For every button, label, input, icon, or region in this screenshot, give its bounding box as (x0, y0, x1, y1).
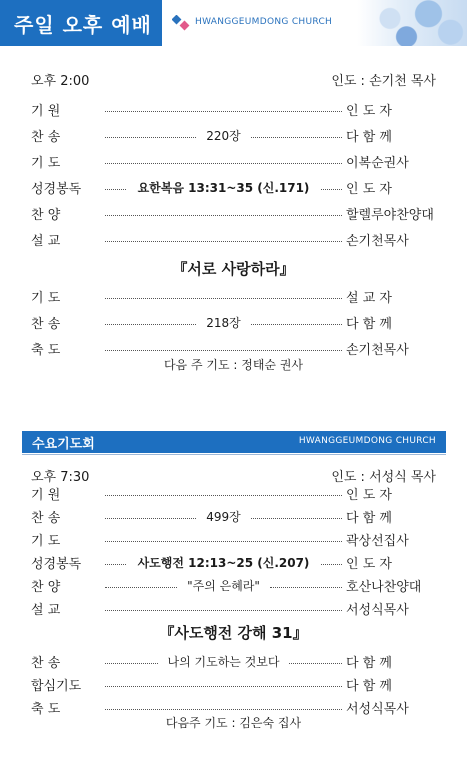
dot-leader (321, 189, 342, 190)
church-name: HWANGGEUMDONG CHURCH (195, 17, 333, 27)
order-label: 찬 양 (31, 207, 61, 223)
service-leader: 인도 : 손기천 목사 (331, 74, 436, 89)
dot-leader (270, 587, 342, 588)
dot-leader (251, 518, 342, 519)
order-label: 성경봉독 (31, 181, 82, 197)
dot-leader (105, 587, 177, 588)
dot-leader (105, 541, 342, 542)
order-row (31, 284, 436, 308)
order-row (31, 672, 436, 696)
service-time: 오후 7:30 (31, 470, 90, 485)
order-label: 찬 송 (31, 316, 61, 332)
dot-leader (105, 663, 158, 664)
dot-leader (105, 241, 342, 242)
order-label: 축 도 (31, 701, 61, 717)
order-label: 찬 송 (31, 655, 61, 671)
order-row (31, 596, 436, 620)
service-time: 오후 2:00 (31, 74, 90, 89)
sermon-title: 『사도행전 강해 31』 (159, 624, 308, 642)
order-detail: "주의 은혜라" (187, 578, 260, 593)
church-name: HWANGGEUMDONG CHURCH (298, 436, 436, 446)
order-person: 이복순권사 (346, 155, 409, 171)
order-person: 서성식목사 (346, 701, 409, 717)
dot-leader (105, 137, 196, 138)
dot-leader (105, 610, 342, 611)
order-row (31, 227, 436, 251)
dot-leader (105, 709, 342, 710)
order-label: 찬 양 (31, 579, 61, 595)
next-week-prayer: 다음 주 기도 : 정태순 권사 (163, 358, 304, 372)
dot-leader (105, 518, 196, 519)
order-detail: 요한복음 13:31~35 (신.171) (137, 180, 310, 195)
order-person: 곽상선집사 (346, 533, 409, 549)
order-label: 설 교 (31, 233, 61, 249)
next-week-prayer: 다음주 기도 : 김은숙 집사 (165, 716, 302, 730)
dot-leader (105, 324, 196, 325)
order-person: 호산나찬양대 (346, 579, 422, 595)
order-detail: 499장 (206, 509, 241, 524)
order-detail: 사도행전 12:13~25 (신.207) (137, 555, 310, 570)
dot-leader (105, 189, 126, 190)
dot-leader (251, 324, 342, 325)
church-logo-icon (172, 15, 190, 33)
order-label: 기 원 (31, 103, 61, 119)
dot-leader (105, 215, 342, 216)
order-row (31, 97, 436, 121)
order-label: 찬 송 (31, 510, 61, 526)
dot-leader (105, 564, 126, 565)
dot-leader (251, 137, 342, 138)
dot-leader (321, 564, 342, 565)
order-person: 다 함 께 (346, 316, 392, 332)
order-label: 찬 송 (31, 129, 61, 145)
order-person: 설 교 자 (346, 290, 392, 306)
order-label: 기 도 (31, 533, 61, 549)
sunday-header (0, 0, 467, 46)
order-row (31, 310, 436, 334)
dot-leader (105, 163, 342, 164)
order-row (31, 123, 436, 147)
order-row (31, 481, 436, 505)
order-person: 다 함 께 (346, 678, 392, 694)
order-row (31, 573, 436, 597)
dot-leader (105, 298, 342, 299)
order-row (31, 527, 436, 551)
order-person: 인 도 자 (346, 556, 392, 572)
order-person: 다 함 께 (346, 655, 392, 671)
section-title: 수요기도회 (32, 437, 95, 452)
dot-leader (289, 663, 342, 664)
order-label: 합심기도 (31, 678, 82, 694)
hydrangea-image (357, 0, 467, 46)
order-detail: 나의 기도하는 것보다 (167, 654, 280, 669)
order-person: 서성식목사 (346, 602, 409, 618)
order-person: 인 도 자 (346, 487, 392, 503)
order-person: 다 함 께 (346, 510, 392, 526)
order-row (31, 175, 436, 199)
order-detail: 220장 (206, 128, 241, 143)
order-person: 손기천목사 (346, 342, 409, 358)
dot-leader (105, 350, 342, 351)
order-label: 기 도 (31, 290, 61, 306)
wednesday-header (22, 431, 446, 453)
order-row (31, 201, 436, 225)
order-label: 기 도 (31, 155, 61, 171)
order-row (31, 149, 436, 173)
order-person: 인 도 자 (346, 181, 392, 197)
dot-leader (105, 111, 342, 112)
order-person: 인 도 자 (346, 103, 392, 119)
order-label: 성경봉독 (31, 556, 82, 572)
order-person: 다 함 께 (346, 129, 392, 145)
divider (22, 454, 446, 455)
dot-leader (105, 495, 342, 496)
order-row (31, 504, 436, 528)
order-label: 기 원 (31, 487, 61, 503)
page-title: 주일 오후 예배 (14, 13, 152, 37)
order-person: 손기천목사 (346, 233, 409, 249)
order-detail: 218장 (206, 315, 241, 330)
order-person: 할렐루야찬양대 (346, 207, 434, 223)
order-row (31, 649, 436, 673)
sermon-title: 『서로 사랑하라』 (172, 260, 295, 278)
order-label: 축 도 (31, 342, 61, 358)
dot-leader (105, 686, 342, 687)
service-leader: 인도 : 서성식 목사 (331, 470, 436, 485)
order-label: 설 교 (31, 602, 61, 618)
order-row (31, 550, 436, 574)
